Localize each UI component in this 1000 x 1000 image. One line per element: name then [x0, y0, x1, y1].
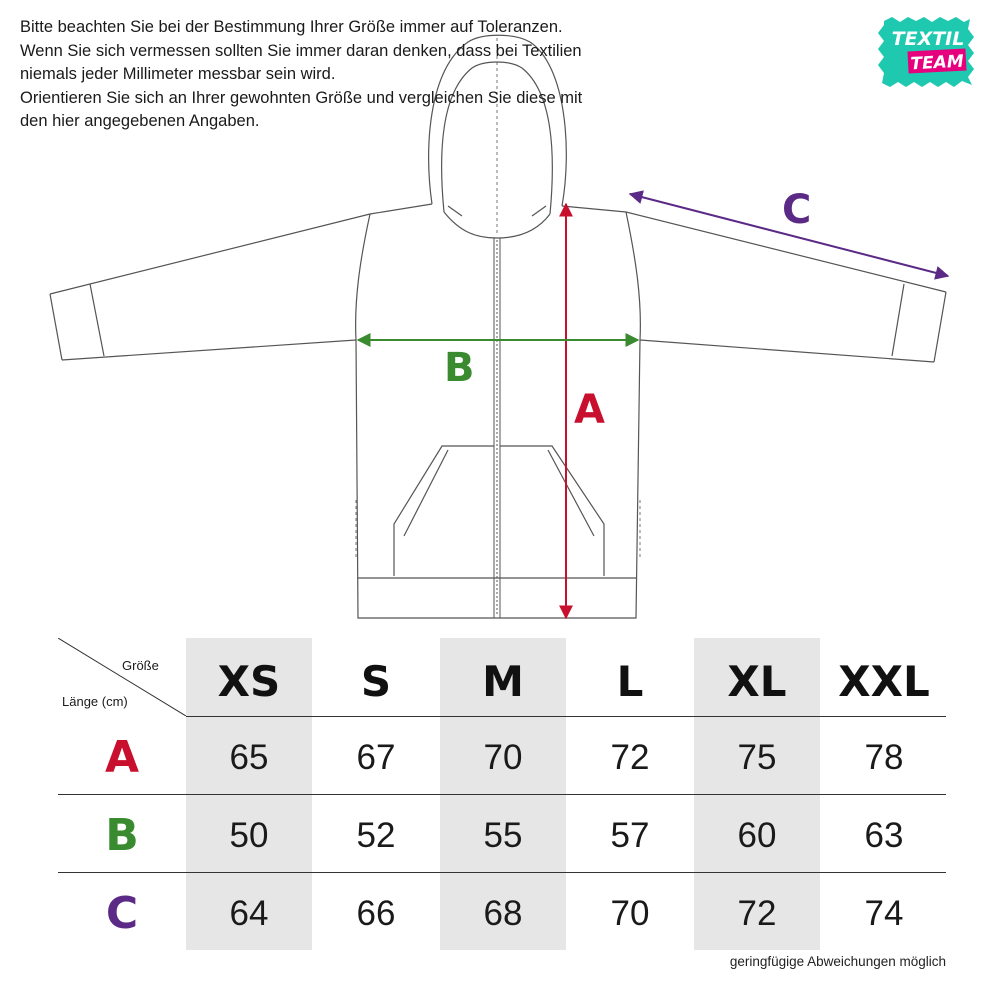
size-header-l: L	[616, 657, 644, 706]
intro-line: den hier angegebenen Angaben.	[20, 112, 260, 130]
dimension-label-a: A	[574, 387, 605, 433]
eyelet-left	[448, 206, 462, 216]
intro-line: Wenn Sie sich vermessen sollten Sie immer daran denken, dass bei Textilien	[20, 41, 582, 60]
row-label-a: A	[104, 732, 140, 783]
pocket-right-inner	[548, 450, 594, 536]
table-cell: 60	[737, 816, 777, 855]
intro-line: niemals jeder Millimeter messbar sein wird.	[20, 65, 336, 83]
body-outline	[356, 340, 640, 618]
table-divider	[58, 794, 946, 795]
table-cell: 66	[356, 894, 396, 933]
size-header-xl: XL	[727, 657, 787, 706]
intro-line: Bitte beachten Sie bei der Bestimmung Ihrer Größe immer auf Toleranzen.	[20, 18, 563, 36]
table-cell: 55	[483, 816, 523, 855]
dimension-label-b: B	[444, 345, 475, 391]
shoulder-left	[50, 204, 432, 294]
table-cell: 52	[356, 816, 396, 855]
size-header-m: M	[482, 657, 524, 706]
table-cell: 72	[737, 894, 777, 933]
table-cell: 74	[864, 894, 904, 933]
table-cell: 70	[483, 738, 523, 777]
table-cell: 70	[610, 894, 650, 933]
sleeve-left-underarm	[62, 340, 356, 360]
table-divider	[186, 716, 946, 717]
size-header-s: S	[360, 657, 392, 706]
cuff-right	[892, 284, 946, 362]
sleeve-right-underarm	[640, 340, 934, 362]
table-divider	[58, 872, 946, 873]
armhole-right	[626, 212, 640, 340]
size-header-xxl: XXL	[838, 657, 930, 706]
row-label-c: C	[105, 888, 139, 939]
table-cell: 64	[229, 894, 269, 933]
textil-team-logo	[878, 17, 974, 87]
pocket-left-inner	[404, 450, 448, 536]
table-cell: 67	[356, 738, 396, 777]
table-cell: 78	[864, 738, 904, 777]
table-cell: 63	[864, 816, 904, 855]
pocket-left	[394, 446, 494, 576]
table-cell: 68	[483, 894, 523, 933]
size-table	[58, 638, 946, 950]
size-header-xs: XS	[217, 657, 281, 706]
logo-text-team: TEAM	[909, 51, 965, 75]
table-cell: 72	[610, 738, 650, 777]
pocket-right	[500, 446, 604, 576]
corner-label-length: Länge (cm)	[62, 694, 128, 709]
armhole-left	[356, 214, 370, 340]
intro-text	[20, 16, 640, 134]
logo-text-textil: TEXTIL	[891, 28, 965, 50]
corner-label-size: Größe	[122, 658, 159, 673]
cuff-left	[50, 284, 104, 360]
shoulder-right	[562, 206, 946, 292]
row-label-b: B	[105, 810, 139, 861]
footnote: geringfügige Abweichungen möglich	[729, 954, 946, 969]
table-cell: 75	[737, 738, 777, 777]
intro-line: Orientieren Sie sich an Ihrer gewohnten Größe und vergleichen Sie diese mit	[20, 88, 583, 107]
dimension-label-c: C	[782, 187, 812, 233]
table-cell: 50	[229, 816, 269, 855]
table-cell: 65	[229, 738, 269, 777]
eyelet-right	[532, 206, 546, 216]
table-cell: 57	[610, 816, 650, 855]
